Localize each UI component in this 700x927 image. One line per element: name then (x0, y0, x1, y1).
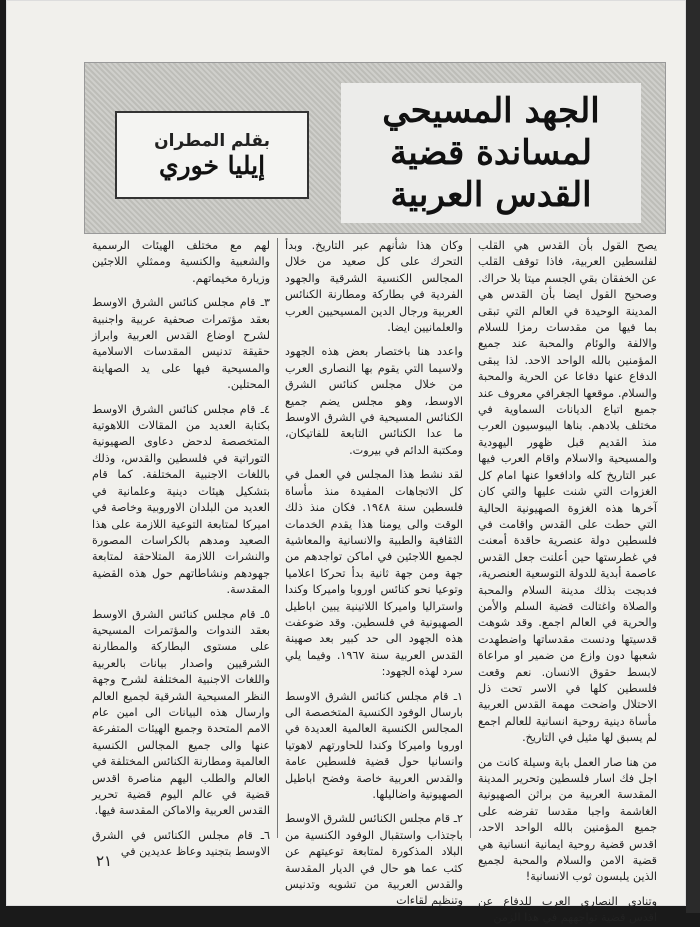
paragraph: ٥ـ قام مجلس كنائس الشرق الاوسط بعقد الندوات والمؤتمرات المسيحية على مستوى البطاركة والمطارنة الشرقيين واصدار بيانات بالعربية واللغات الاجنبية المختلفة لشرح وجهة النظر المسيحية الشرقية لجميع العالم وارسال هذه البيانات الى امين عام الامم المتحدة وجميع الهيئات المتفرعة عنها والى جميع المجالس الكنسية العالمية ومطارنة الكنائس المختلفة في العالم والطلب اليهم مناصرة اقدس قضية في عالم اليوم قضية تحرير القدس العربية والاماكن المقدسة فيها. (92, 607, 270, 818)
column-middle (278, 238, 471, 908)
article-header (84, 62, 666, 234)
paragraph: من هنا صار العمل باية وسيلة كانت من اجل فك اسار فلسطين وتحرير المدينة المقدسة العربية من براثن الصهيونية الغاشمة واجبا مقدسا تفرضه على جميع المؤمنين بالله الواحد الاحد، اقدس قضية روحية ايمانية انسانية هي قضية الامن والسلام والمحبة لجميع الذين يلبسون ثوب الانسانية! (478, 755, 657, 884)
paragraph: لقد نشط هذا المجلس في العمل في كل الاتجاهات المفيدة منذ مأساة فلسطين سنة ١٩٤٨. فكان منذ ذلك الوقت والى يومنا هذا يقدم الخدمات الثقافية والطبية والانسانية والمعاشية لجميع اللاجئين في اماكن تواجدهم من جهة ومن جهة ثانية بدأ تحركا اعلاميا وتوعيا نحو كنائس اوروبا واميركا وكندا واستراليا واميركا اللاتينية يبين اباطيل الصهيونية في فلسطين. وقد ضوعفت هذه الجهود الى حد كبير بعد صهينة القدس العربية سنة ١٩٦٧. وفيما يلي سرد لهذه الجهود: (285, 468, 463, 679)
paragraph: ٤ـ قام مجلس كنائس الشرق الاوسط بكتابة العديد من المقالات اللاهوتية المتخصصة لدحض دعاوى الصهيونية التوراتية في فلسطين والقدس، وذلك باللغات الاجنبية المختلفة. كما قام بتشكيل هيئات دينية وعلمانية في العديد من البلدان الاوروبية وخاصة في اميركا لمتابعة التوعية اللازمة على هذا الصعيد ومدهم بالكراسات المصورة والنشرات اللازمة المتلاحقة لمتابعة جهودهم ونشاطاتهم حول هذه القضية المقدسة. (92, 402, 270, 597)
scan-edge (686, 0, 700, 913)
column-right (471, 238, 664, 925)
paragraph: وتنادى النصارى العرب للدفاع عن اقدس قضية تواجههم في هذا الزمن (478, 894, 657, 925)
paragraph: ٢ـ قام مجلس الكنائس للشرق الاوسط باجتذاب واستقبال الوفود الكنسية من البلاد المذكورة لمتابعة توعيتهم عن كثب عما هو حال في الديار المقدسة والقدس العربية من تشويه وتدنيس وتنظيم لقاءات (285, 812, 463, 908)
paragraph: ٦ـ قام مجلس الكنائس في الشرق الاوسط بتجنيد وعاظ عديدين في (92, 828, 270, 859)
article-title (341, 83, 641, 223)
paragraph: وكان هذا شأنهم عبر التاريخ. وبدأ التحرك على كل صعيد من خلال المجالس الكنسية الشرقية والجهود الفردية في بطاركة ومطارنة الكنائس العربية ورجال الدين المسيحيين العرب والعلمانيين ايضا. (285, 239, 463, 335)
title-line-2: لمساندة قضية (390, 133, 592, 173)
paragraph: واعدد هنا باختصار بعض هذه الجهود ولاسيما التي يقوم بها النصارى العرب من خلال مجلس كنائس الشرق الاوسط، وهو مجلس يضم جميع الكنائس المسيحية في الشرق الاوسط ما عدا الكنائس التابعة للفاتيكان، ومكتبة الدائم في بيروت. (285, 345, 463, 457)
paragraph: لهم مع مختلف الهيئات الرسمية والشعبية والكنسية وممثلي اللاجئين وزيارة مخيماتهم. (92, 239, 270, 285)
column-left (85, 238, 278, 859)
paragraph: ٣ـ قام مجلس كنائس الشرق الاوسط بعقد مؤتمرات صحفية عربية واجنبية لشرح اوضاع القدس العربية وابراز حقيقة تدنيس المقدسات الاسلامية والمسيحية فيها على يد الصهاينة المحتلين. (92, 296, 270, 392)
title-line-3: القدس العربية (390, 175, 592, 215)
byline-label: بقلم المطران (154, 130, 270, 151)
byline (115, 111, 309, 199)
paragraph: ١ـ قام مجلس كنائس الشرق الاوسط بارسال الوفود الكنسية المتخصصة الى المجالس الكنسية العالمية العديدة في اوروبا واميركا وكندا للحاورتهم لاهوتيا وانسانيا حول قضية فلسطين عامة والقدس العربية خاصة وفضح اباطيل الصهيونية واضاليلها. (285, 689, 463, 801)
magazine-page (6, 0, 686, 925)
paragraph: يصح القول بأن القدس هي القلب لفلسطين العربية، فاذا توقف القلب عن الخفقان بقي الجسم ميتا بلا حراك. وصحيح القول ايضا بأن القدس هي المدينة الوحيدة في العالم التي تبقى بما فيها من مقدسات رمزا للسلام والالفة والوئام والمحبة عند جميع المؤمنين بالله الواحد الاحد. لذا يبقى الدفاع عنها دفاعا عن الحرية والمحبة والسلام. موقعها الجغرافي معروف عند جميع اتباع الديانات السماوية في مختلف بلادهم. بناها اليبوسيون العرب منذ القديم قبل ظهور اليهودية والمسيحية والاسلام واقام العرب فيها عبر التاريخ كله وادافعوا عنها امام كل الغزوات التي شنت عليها والتي كان آخرها هذه الغزوة الصهيونية الحالية التي حطت على القدس واقامت في فلسطين دولة عنصرية حاقدة أمعنت في غطرستها حين أعلنت جعل القدس عاصمة أبدية للدولة التوسعية العنصرية، فدبجت بذلك مدينة السلام والمحبة والصلاة واغتالت قضية السلم والأمن والحرية في العالم اجمع. وقد شوهت قدسيتها ودنست مقدساتها واضطهدت شعبها دون وازع من ضمير او مراعاة لابسط حقوق الانسان. نعم وقعت فلسطين كلها في الاسر تحت ذل الاحتلال واضحت مهمة القدس العربية مأساة دينية روحية انسانية للعالم اجمع لم يسبق لها مثيل في التاريخ. (478, 239, 657, 745)
title-line-1: الجهد المسيحي (382, 91, 600, 131)
page-number: ٢١ (96, 852, 113, 870)
author-name: إيليا خوري (158, 150, 266, 180)
